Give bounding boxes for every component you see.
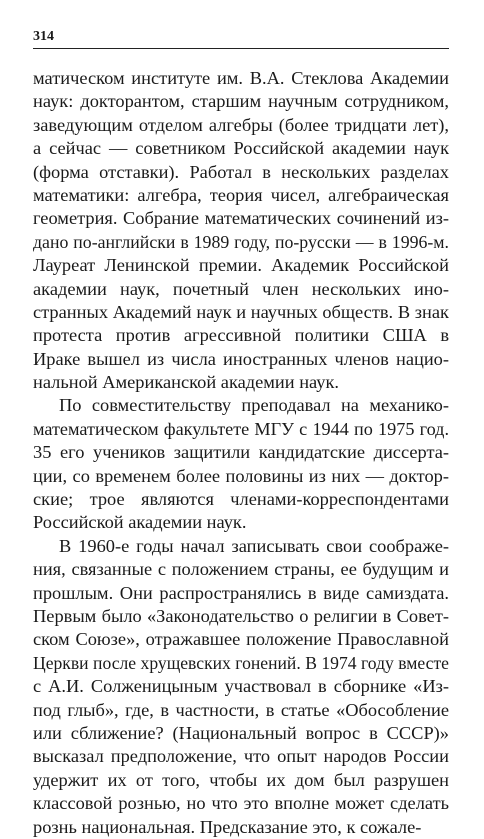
text-line: ские; трое являются членами-корреспондентами	[33, 489, 449, 510]
text-line: ском Союзе», отражавшее положение Православной	[33, 629, 449, 650]
body-text	[33, 67, 449, 839]
text-line: (форма отставки). Работал в нескольких разделах	[33, 161, 449, 182]
text-line: матическом институте им. В.А. Стеклова Академии	[33, 68, 449, 88]
text-line: Церкви после хрущевских гонений. В 1974 году вместе	[33, 652, 449, 673]
text-line: Первым было «Законодательство о религии в Совет-	[33, 605, 449, 626]
text-line: странных Академий наук и научных обществ. В знак	[33, 301, 449, 322]
text-line: или сближение? (Национальный вопрос в СССР)»	[33, 722, 449, 743]
book-page	[33, 28, 449, 839]
text-line: В 1960-е годы начал записывать свои соображе-	[59, 535, 449, 556]
text-line: а сейчас — советником Российской академии наук	[33, 138, 449, 159]
text-line: ции, со временем более половины из них — доктор-	[33, 465, 449, 486]
paragraph	[33, 535, 449, 839]
text-line: высказал предположение, что опыт народов России	[33, 746, 449, 767]
text-line: удержит их от того, чтобы их дом был разрушен	[33, 769, 449, 790]
text-line: дано по-английски в 1989 году, по-русски — в 1996-м.	[33, 231, 449, 252]
text-line: рознь национальная. Предсказание это, к сожале-	[33, 816, 422, 837]
text-line: Российской академии наук.	[33, 512, 247, 533]
text-line: академии наук, почетный член нескольких ино-	[33, 278, 449, 299]
text-line: Лауреат Ленинской премии. Академик Российской	[33, 255, 449, 276]
text-line: протеста против агрессивной политики США в	[33, 325, 449, 346]
text-line: Ираке вышел из числа иностранных членов нацио-	[33, 348, 449, 369]
text-line: с А.И. Солженицыным участвовал в сборнике «Из-	[33, 676, 449, 697]
text-line: классовой рознью, но что это вполне может сделать	[33, 793, 449, 814]
text-line: нальной Американской академии наук.	[33, 372, 340, 393]
text-line: заведующим отделом алгебры (более тридцати лет),	[33, 114, 449, 135]
text-line: 35 его учеников защитили кандидатские диссерта-	[33, 442, 449, 463]
paragraph	[33, 394, 449, 534]
text-line: математики: алгебра, теория чисел, алгебраическая	[33, 184, 449, 205]
text-line: математическом факультете МГУ с 1944 по 1975 год.	[33, 418, 449, 439]
text-line: под глыб», где, в частности, в статье «Обособление	[33, 699, 449, 720]
page-number: 314	[33, 29, 54, 44]
text-line: наук: докторантом, старшим научным сотрудником,	[33, 91, 449, 112]
text-line: прошлым. Они распространялись в виде самиздата.	[33, 582, 449, 603]
text-line: По совместительству преподавал на механико-	[59, 395, 449, 416]
text-line: геометрия. Собрание математических сочинений из-	[33, 208, 449, 229]
page-header	[33, 28, 449, 49]
text-line: ния, связанные с положением страны, ее будущим и	[33, 559, 449, 580]
paragraph	[33, 67, 449, 394]
